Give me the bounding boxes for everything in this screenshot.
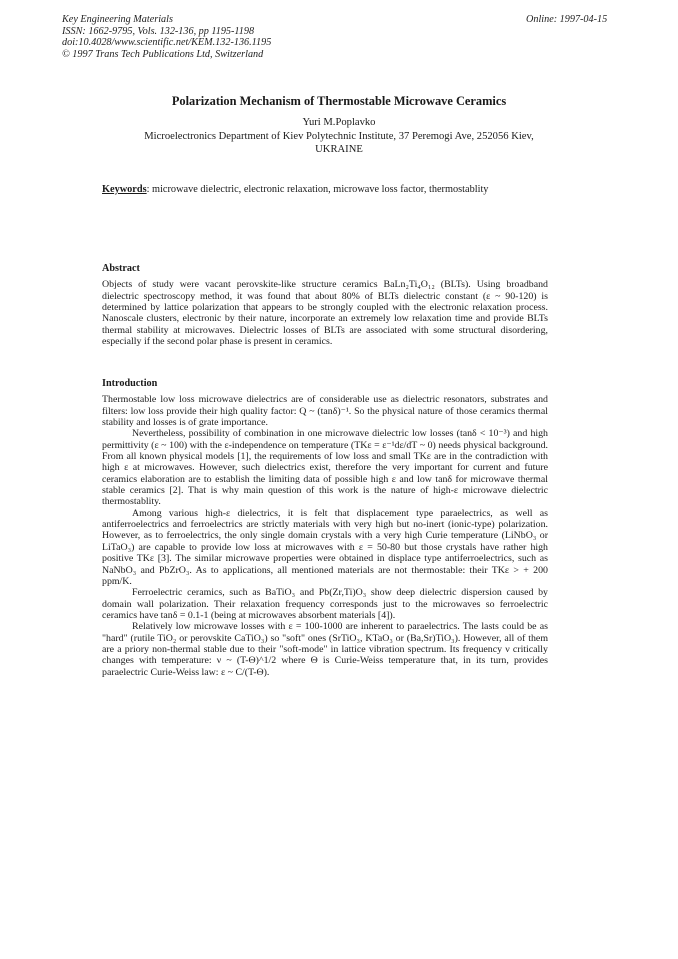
copyright-line: © 1997 Trans Tech Publications Ltd, Switzerland	[62, 48, 264, 60]
intro-paragraph: Ferroelectric ceramics, such as BaTiO₃ and Pb(Zr,Ti)O₃ show deep dielectric dispersion caused by domain wall polarization. Their relaxation frequency corresponds just to the microwaves so ferroelectric ceramics have tanδ = 0.1-1 (being at microwaves absorbent materials [4]).	[102, 587, 548, 621]
journal-header	[62, 14, 271, 60]
introduction-heading: Introduction	[102, 378, 158, 389]
online-date: Online: 1997-04-15	[526, 14, 608, 25]
doi-line: doi:10.4028/www.scientific.net/KEM.132-136.1195	[62, 37, 272, 49]
affiliation-country: UKRAINE	[315, 144, 363, 155]
journal-name: Key Engineering Materials	[62, 14, 173, 25]
keywords-label: Keywords	[102, 184, 147, 195]
affiliation-line: Microelectronics Department of Kiev Polytechnic Institute, 37 Peremogi Ave, 252056 Kiev,	[144, 131, 534, 142]
paper-title: Polarization Mechanism of Thermostable Microwave Ceramics	[171, 94, 507, 108]
intro-paragraph: Among various high-ε dielectrics, it is felt that displacement type paraelectrics, as well as antiferroelectrics and ferroelectrics are strictly materials with very high but no-inert (ionic-type) polarization. However, as to ferroelectrics, the only single domain crystals with a very high Curie temperature (LiNbO₃ or LiTaO₃) are capable to provide low loss at microwaves with ε = 50-80 but those crystals have rather high positive TKε [3]. The similar microwave properties were obtained in displace type antiferroelectrics, such as NaNbO₃ and PbZrO₃. As to applications, all mentioned materials are not thermostable: their TKε > + 200 ppm/K.	[102, 507, 548, 587]
issn-line: ISSN: 1662-9795, Vols. 132-136, pp 1195-1198	[62, 25, 255, 37]
introduction-section	[102, 378, 548, 678]
abstract-text: Objects of study were vacant perovskite-like structure ceramics BaLn₂Ti₄O₁₂ (BLTs). Using broadband dielectric spectroscopy method, it was found that about 80% of BLTs dielectric constant (ε ~ 90-120) is determined by lattice polarization that appears to be strongly coupled with the electronic relaxation process. Nanoscale clusters, electronic by their nature, incorporate an extremely low relaxation time and provide BLTs thermal stability at microwaves. Dielectric losses of BLTs are associated with some structural disordering, especially if the second polar phase is present in ceramics.	[102, 279, 548, 348]
affiliation	[0, 130, 678, 156]
intro-paragraph: Relatively low microwave losses with ε = 100-1000 are inherent to paraelectrics. The lasts could be as "hard" (rutile TiO₂ or perovskite CaTiO₃) so "soft" ones (SrTiO₃, KTaO₃ or (Ba,Sr)TiO₃). However, all of them are a priory non-thermal stable due to their "soft-mode" in lattice vibration spectrum. Its frequency ν critically changes with temperature: ν ~ (T-Θ)^1/2 where Θ is Curie-Weiss temperature that, in its turn, provides paraelectric Curie-Weiss law: ε ~ C/(T-Θ).	[102, 621, 548, 678]
abstract-section	[102, 263, 548, 347]
intro-paragraph: Thermostable low loss microwave dielectrics are of considerable use as dielectric resonators, substrates and filters: low loss provide their high quality factor: Q ~ (tanδ)⁻¹. So the physical nature of those ceramics thermal stability and losses is of grate importance.	[102, 394, 548, 429]
keywords-text: : microwave dielectric, electronic relaxation, microwave loss factor, thermostablity	[146, 184, 489, 195]
paper-author: Yuri M.Poplavko	[302, 117, 376, 128]
keywords	[102, 184, 488, 195]
intro-paragraph: Nevertheless, possibility of combination in one microwave dielectric low losses (tanδ < 10⁻³) and high permittivity (ε ~ 100) with the ε-independence on temperature (TKε = ε⁻¹dε/dT ~ 0) needs physical background. From all known physical models [1], the requirements of low loss and small TKε are in the contradiction with high ε at microwaves. However, such dielectrics exist, therefore the very important for current and future ceramics elaboration are to establish the limiting data of possible high ε and low tanδ for microwave thermal stable ceramics [2]. That is why main question of this work is the nature of high-ε microwave dielectric thermostablity.	[102, 428, 548, 508]
abstract-heading: Abstract	[102, 263, 140, 274]
